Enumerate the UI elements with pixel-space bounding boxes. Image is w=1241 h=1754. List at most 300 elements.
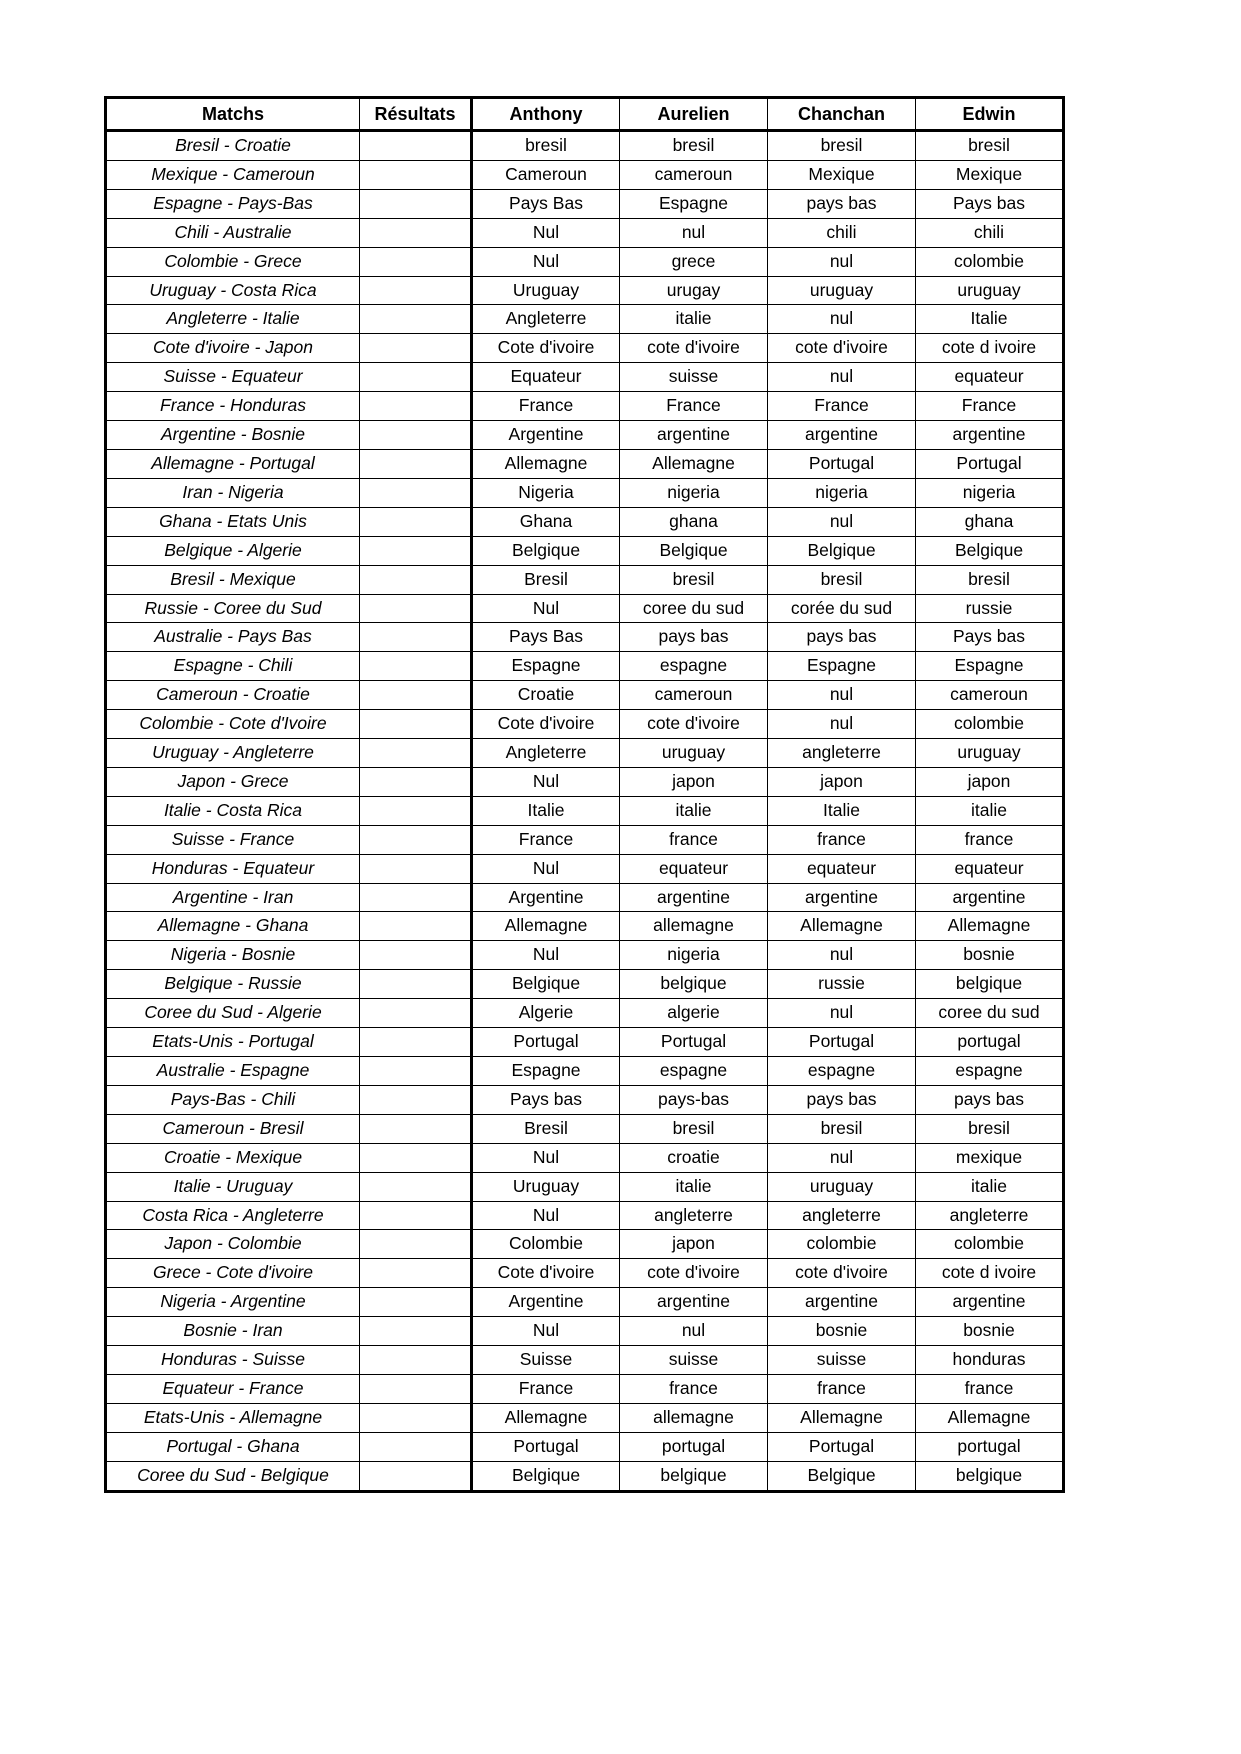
prediction-cell-chanchan[interactable]: russie [768,970,916,999]
match-label: Australie - Pays Bas [106,623,360,652]
result-cell[interactable] [360,1114,472,1143]
match-label: Italie - Costa Rica [106,796,360,825]
match-label: Mexique - Cameroun [106,160,360,189]
prediction-cell-chanchan[interactable]: nigeria [768,478,916,507]
prediction-cell-chanchan[interactable]: cote d'ivoire [768,1259,916,1288]
prediction-cell-anthony[interactable]: Uruguay [472,1172,620,1201]
table-row [106,1230,1064,1259]
table-row [106,536,1064,565]
prediction-cell-anthony[interactable]: Nul [472,767,620,796]
prediction-cell-edwin[interactable]: colombie [916,710,1064,739]
prediction-cell-aurelien[interactable]: angleterre [620,1201,768,1230]
prediction-cell-anthony[interactable]: Allemagne [472,449,620,478]
prediction-cell-edwin[interactable]: mexique [916,1143,1064,1172]
prediction-cell-chanchan[interactable]: Italie [768,796,916,825]
table-row [106,305,1064,334]
table-row [106,1432,1064,1461]
prediction-cell-edwin[interactable]: equateur [916,854,1064,883]
match-label: Argentine - Iran [106,883,360,912]
prediction-cell-chanchan[interactable]: corée du sud [768,594,916,623]
prediction-cell-aurelien[interactable]: nigeria [620,941,768,970]
prediction-cell-chanchan[interactable]: Mexique [768,160,916,189]
result-cell[interactable] [360,1172,472,1201]
prediction-cell-edwin[interactable]: equateur [916,363,1064,392]
result-cell[interactable] [360,796,472,825]
prediction-cell-aurelien[interactable]: portugal [620,1432,768,1461]
prediction-cell-aurelien[interactable]: urugay [620,276,768,305]
result-cell[interactable] [360,218,472,247]
prediction-cell-anthony[interactable]: Cote d'ivoire [472,710,620,739]
prediction-cell-edwin[interactable]: Espagne [916,652,1064,681]
result-cell[interactable] [360,999,472,1028]
result-cell[interactable] [360,507,472,536]
prediction-cell-anthony[interactable]: France [472,825,620,854]
match-label: Cote d'ivoire - Japon [106,334,360,363]
prediction-cell-aurelien[interactable]: cote d'ivoire [620,334,768,363]
table-row [106,478,1064,507]
result-cell[interactable] [360,1374,472,1403]
prediction-cell-anthony[interactable]: Angleterre [472,739,620,768]
prediction-cell-anthony[interactable]: Nul [472,941,620,970]
table-row [106,1259,1064,1288]
prediction-cell-edwin[interactable]: chili [916,218,1064,247]
prediction-cell-aurelien[interactable]: nigeria [620,478,768,507]
match-label: Cameroun - Bresil [106,1114,360,1143]
prediction-cell-edwin[interactable]: uruguay [916,276,1064,305]
prediction-cell-aurelien[interactable]: uruguay [620,739,768,768]
result-cell[interactable] [360,1461,472,1491]
match-label: France - Honduras [106,392,360,421]
prediction-cell-anthony[interactable]: Cameroun [472,160,620,189]
prediction-cell-edwin[interactable]: angleterre [916,1201,1064,1230]
match-label: Japon - Colombie [106,1230,360,1259]
prediction-cell-anthony[interactable]: Equateur [472,363,620,392]
prediction-cell-anthony[interactable]: Bresil [472,565,620,594]
table-row [106,854,1064,883]
prediction-cell-edwin[interactable]: bosnie [916,1317,1064,1346]
result-cell[interactable] [360,1057,472,1086]
prediction-cell-chanchan[interactable]: suisse [768,1346,916,1375]
column-header-chanchan: Chanchan [768,98,916,131]
prediction-cell-edwin[interactable]: russie [916,594,1064,623]
prediction-cell-aurelien[interactable]: belgique [620,970,768,999]
prediction-cell-chanchan[interactable]: nul [768,363,916,392]
result-cell[interactable] [360,970,472,999]
table-row [106,1143,1064,1172]
prediction-cell-chanchan[interactable]: nul [768,999,916,1028]
prediction-cell-aurelien[interactable]: japon [620,767,768,796]
prediction-cell-anthony[interactable]: France [472,1374,620,1403]
prediction-cell-aurelien[interactable]: italie [620,305,768,334]
prediction-cell-chanchan[interactable]: bresil [768,131,916,161]
prediction-cell-chanchan[interactable]: angleterre [768,1201,916,1230]
prediction-cell-aurelien[interactable]: france [620,825,768,854]
prediction-cell-aurelien[interactable]: pays-bas [620,1085,768,1114]
prediction-cell-aurelien[interactable]: cote d'ivoire [620,710,768,739]
table-row [106,1172,1064,1201]
result-cell[interactable] [360,449,472,478]
result-cell[interactable] [360,681,472,710]
result-cell[interactable] [360,1143,472,1172]
table-row [106,825,1064,854]
prediction-cell-aurelien[interactable]: italie [620,796,768,825]
prediction-cell-anthony[interactable]: Belgique [472,536,620,565]
result-cell[interactable] [360,478,472,507]
prediction-cell-chanchan[interactable]: France [768,392,916,421]
result-cell[interactable] [360,247,472,276]
result-cell[interactable] [360,825,472,854]
prediction-cell-edwin[interactable]: Pays bas [916,623,1064,652]
prediction-cell-edwin[interactable]: argentine [916,421,1064,450]
table-row [106,999,1064,1028]
result-cell[interactable] [360,710,472,739]
table-row [106,1028,1064,1057]
prediction-cell-anthony[interactable]: Croatie [472,681,620,710]
result-cell[interactable] [360,1288,472,1317]
prediction-cell-chanchan[interactable]: pays bas [768,1085,916,1114]
prediction-cell-aurelien[interactable]: bresil [620,565,768,594]
prediction-cell-chanchan[interactable]: Espagne [768,652,916,681]
predictions-table [104,96,1065,1493]
prediction-cell-chanchan[interactable]: equateur [768,854,916,883]
table-row [106,796,1064,825]
table-row [106,247,1064,276]
result-cell[interactable] [360,160,472,189]
prediction-cell-chanchan[interactable]: nul [768,710,916,739]
prediction-cell-edwin[interactable]: Allemagne [916,912,1064,941]
prediction-cell-chanchan[interactable]: uruguay [768,276,916,305]
prediction-cell-anthony[interactable]: Ghana [472,507,620,536]
prediction-cell-anthony[interactable]: Belgique [472,1461,620,1491]
prediction-cell-chanchan[interactable]: nul [768,507,916,536]
table-header-row [106,98,1064,131]
result-cell[interactable] [360,739,472,768]
prediction-cell-edwin[interactable]: bresil [916,1114,1064,1143]
table-row [106,883,1064,912]
prediction-cell-anthony[interactable]: Pays Bas [472,623,620,652]
prediction-cell-chanchan[interactable]: Allemagne [768,1403,916,1432]
prediction-cell-aurelien[interactable]: Belgique [620,536,768,565]
prediction-cell-edwin[interactable]: coree du sud [916,999,1064,1028]
match-label: Equateur - France [106,1374,360,1403]
result-cell[interactable] [360,276,472,305]
prediction-cell-anthony[interactable]: Portugal [472,1432,620,1461]
prediction-cell-chanchan[interactable]: nul [768,681,916,710]
prediction-cell-edwin[interactable]: Mexique [916,160,1064,189]
result-cell[interactable] [360,421,472,450]
prediction-cell-aurelien[interactable]: espagne [620,652,768,681]
prediction-cell-edwin[interactable]: nigeria [916,478,1064,507]
prediction-cell-aurelien[interactable]: nul [620,218,768,247]
prediction-cell-aurelien[interactable]: Portugal [620,1028,768,1057]
match-label: Honduras - Equateur [106,854,360,883]
prediction-cell-edwin[interactable]: cote d ivoire [916,1259,1064,1288]
prediction-cell-chanchan[interactable]: angleterre [768,739,916,768]
prediction-cell-edwin[interactable]: colombie [916,1230,1064,1259]
result-cell[interactable] [360,652,472,681]
prediction-cell-anthony[interactable]: Cote d'ivoire [472,334,620,363]
prediction-cell-chanchan[interactable]: france [768,825,916,854]
prediction-cell-anthony[interactable]: Uruguay [472,276,620,305]
prediction-cell-anthony[interactable]: Nul [472,1201,620,1230]
prediction-cell-chanchan[interactable]: nul [768,941,916,970]
prediction-cell-chanchan[interactable]: pays bas [768,189,916,218]
match-label: Espagne - Pays-Bas [106,189,360,218]
result-cell[interactable] [360,1085,472,1114]
prediction-cell-chanchan[interactable]: Belgique [768,1461,916,1491]
prediction-cell-aurelien[interactable]: Allemagne [620,449,768,478]
prediction-cell-anthony[interactable]: Portugal [472,1028,620,1057]
table-row [106,334,1064,363]
prediction-cell-chanchan[interactable]: Portugal [768,449,916,478]
prediction-cell-edwin[interactable]: Allemagne [916,1403,1064,1432]
prediction-cell-anthony[interactable]: Cote d'ivoire [472,1259,620,1288]
prediction-cell-edwin[interactable]: Belgique [916,536,1064,565]
prediction-cell-chanchan[interactable]: france [768,1374,916,1403]
prediction-cell-anthony[interactable]: Pays Bas [472,189,620,218]
prediction-cell-edwin[interactable]: argentine [916,1288,1064,1317]
prediction-cell-edwin[interactable]: italie [916,1172,1064,1201]
result-cell[interactable] [360,1317,472,1346]
table-row [106,1403,1064,1432]
match-label: Colombie - Cote d'Ivoire [106,710,360,739]
prediction-cell-edwin[interactable]: colombie [916,247,1064,276]
result-cell[interactable] [360,565,472,594]
table-row [106,189,1064,218]
prediction-cell-chanchan[interactable]: Belgique [768,536,916,565]
prediction-cell-anthony[interactable]: Nul [472,218,620,247]
prediction-cell-edwin[interactable]: italie [916,796,1064,825]
prediction-cell-edwin[interactable]: belgique [916,970,1064,999]
result-cell[interactable] [360,767,472,796]
prediction-cell-aurelien[interactable]: belgique [620,1461,768,1491]
table-row [106,710,1064,739]
prediction-cell-anthony[interactable]: Nul [472,1143,620,1172]
prediction-cell-anthony[interactable]: Argentine [472,883,620,912]
match-label: Belgique - Russie [106,970,360,999]
result-cell[interactable] [360,131,472,161]
prediction-cell-aurelien[interactable]: italie [620,1172,768,1201]
prediction-cell-edwin[interactable]: bosnie [916,941,1064,970]
match-label: Russie - Coree du Sud [106,594,360,623]
prediction-cell-aurelien[interactable]: croatie [620,1143,768,1172]
match-label: Iran - Nigeria [106,478,360,507]
result-cell[interactable] [360,1259,472,1288]
prediction-cell-chanchan[interactable]: pays bas [768,623,916,652]
prediction-cell-edwin[interactable]: cote d ivoire [916,334,1064,363]
prediction-cell-edwin[interactable]: france [916,825,1064,854]
prediction-cell-aurelien[interactable]: coree du sud [620,594,768,623]
prediction-cell-aurelien[interactable]: grece [620,247,768,276]
prediction-cell-anthony[interactable]: Espagne [472,1057,620,1086]
prediction-cell-edwin[interactable]: ghana [916,507,1064,536]
prediction-cell-anthony[interactable]: Angleterre [472,305,620,334]
result-cell[interactable] [360,941,472,970]
prediction-cell-edwin[interactable]: cameroun [916,681,1064,710]
table-row [106,912,1064,941]
prediction-cell-anthony[interactable]: Nul [472,854,620,883]
match-label: Portugal - Ghana [106,1432,360,1461]
prediction-cell-edwin[interactable]: argentine [916,883,1064,912]
prediction-cell-aurelien[interactable]: france [620,1374,768,1403]
table-row [106,276,1064,305]
prediction-cell-chanchan[interactable]: nul [768,305,916,334]
prediction-cell-anthony[interactable]: Allemagne [472,1403,620,1432]
prediction-cell-anthony[interactable]: Pays bas [472,1085,620,1114]
prediction-cell-aurelien[interactable]: equateur [620,854,768,883]
prediction-cell-chanchan[interactable]: argentine [768,421,916,450]
result-cell[interactable] [360,1230,472,1259]
prediction-cell-anthony[interactable]: Bresil [472,1114,620,1143]
prediction-cell-aurelien[interactable]: argentine [620,883,768,912]
match-label: Honduras - Suisse [106,1346,360,1375]
prediction-cell-anthony[interactable]: Argentine [472,421,620,450]
result-cell[interactable] [360,623,472,652]
prediction-cell-aurelien[interactable]: cameroun [620,160,768,189]
result-cell[interactable] [360,594,472,623]
prediction-cell-chanchan[interactable]: argentine [768,1288,916,1317]
prediction-cell-aurelien[interactable]: argentine [620,1288,768,1317]
prediction-cell-chanchan[interactable]: bosnie [768,1317,916,1346]
match-label: Pays-Bas - Chili [106,1085,360,1114]
prediction-cell-aurelien[interactable]: argentine [620,421,768,450]
result-cell[interactable] [360,1201,472,1230]
prediction-cell-chanchan[interactable]: uruguay [768,1172,916,1201]
prediction-cell-aurelien[interactable]: suisse [620,363,768,392]
match-label: Allemagne - Portugal [106,449,360,478]
prediction-cell-edwin[interactable]: honduras [916,1346,1064,1375]
table-row [106,1288,1064,1317]
prediction-cell-aurelien[interactable]: cote d'ivoire [620,1259,768,1288]
prediction-cell-edwin[interactable]: portugal [916,1432,1064,1461]
prediction-cell-edwin[interactable]: espagne [916,1057,1064,1086]
table-header [106,98,1064,131]
prediction-cell-edwin[interactable]: uruguay [916,739,1064,768]
prediction-cell-chanchan[interactable]: japon [768,767,916,796]
prediction-cell-chanchan[interactable]: bresil [768,1114,916,1143]
prediction-cell-aurelien[interactable]: allemagne [620,1403,768,1432]
prediction-cell-chanchan[interactable]: nul [768,247,916,276]
prediction-cell-anthony[interactable]: Algerie [472,999,620,1028]
prediction-cell-edwin[interactable]: pays bas [916,1085,1064,1114]
table-row [106,1374,1064,1403]
result-cell[interactable] [360,334,472,363]
result-cell[interactable] [360,305,472,334]
prediction-cell-anthony[interactable]: Colombie [472,1230,620,1259]
prediction-cell-aurelien[interactable]: bresil [620,131,768,161]
prediction-cell-aurelien[interactable]: espagne [620,1057,768,1086]
prediction-cell-aurelien[interactable]: japon [620,1230,768,1259]
table-row [106,623,1064,652]
result-cell[interactable] [360,1028,472,1057]
match-label: Belgique - Algerie [106,536,360,565]
prediction-cell-aurelien[interactable]: allemagne [620,912,768,941]
prediction-cell-aurelien[interactable]: Espagne [620,189,768,218]
prediction-cell-anthony[interactable]: Nul [472,247,620,276]
table-row [106,941,1064,970]
prediction-cell-edwin[interactable]: portugal [916,1028,1064,1057]
prediction-cell-chanchan[interactable]: argentine [768,883,916,912]
prediction-cell-anthony[interactable]: Nul [472,594,620,623]
match-label: Costa Rica - Angleterre [106,1201,360,1230]
prediction-cell-aurelien[interactable]: algerie [620,999,768,1028]
prediction-cell-edwin[interactable]: bresil [916,131,1064,161]
table-row [106,507,1064,536]
prediction-cell-edwin[interactable]: france [916,1374,1064,1403]
prediction-cell-aurelien[interactable]: suisse [620,1346,768,1375]
prediction-cell-chanchan[interactable]: Allemagne [768,912,916,941]
prediction-cell-edwin[interactable]: japon [916,767,1064,796]
table-row [106,449,1064,478]
table-row [106,565,1064,594]
match-label: Chili - Australie [106,218,360,247]
result-cell[interactable] [360,912,472,941]
prediction-cell-chanchan[interactable]: chili [768,218,916,247]
predictions-table-container [104,96,1061,1493]
prediction-cell-chanchan[interactable]: Portugal [768,1432,916,1461]
prediction-cell-chanchan[interactable]: Portugal [768,1028,916,1057]
table-row [106,160,1064,189]
prediction-cell-chanchan[interactable]: colombie [768,1230,916,1259]
result-cell[interactable] [360,189,472,218]
prediction-cell-anthony[interactable]: Nul [472,1317,620,1346]
prediction-cell-anthony[interactable]: Nigeria [472,478,620,507]
prediction-cell-anthony[interactable]: Allemagne [472,912,620,941]
prediction-cell-anthony[interactable]: Espagne [472,652,620,681]
match-label: Bosnie - Iran [106,1317,360,1346]
prediction-cell-anthony[interactable]: Suisse [472,1346,620,1375]
result-cell[interactable] [360,363,472,392]
prediction-cell-edwin[interactable]: Italie [916,305,1064,334]
result-cell[interactable] [360,1432,472,1461]
result-cell[interactable] [360,536,472,565]
prediction-cell-anthony[interactable]: bresil [472,131,620,161]
prediction-cell-anthony[interactable]: Italie [472,796,620,825]
table-row [106,1057,1064,1086]
table-row [106,1317,1064,1346]
result-cell[interactable] [360,854,472,883]
match-label: Bresil - Mexique [106,565,360,594]
prediction-cell-aurelien[interactable]: ghana [620,507,768,536]
table-body [106,131,1064,1492]
prediction-cell-anthony[interactable]: Belgique [472,970,620,999]
table-row [106,131,1064,161]
prediction-cell-aurelien[interactable]: pays bas [620,623,768,652]
match-label: Bresil - Croatie [106,131,360,161]
prediction-cell-chanchan[interactable]: nul [768,1143,916,1172]
prediction-cell-chanchan[interactable]: cote d'ivoire [768,334,916,363]
prediction-cell-anthony[interactable]: France [472,392,620,421]
result-cell[interactable] [360,883,472,912]
prediction-cell-edwin[interactable]: France [916,392,1064,421]
prediction-cell-anthony[interactable]: Argentine [472,1288,620,1317]
prediction-cell-aurelien[interactable]: bresil [620,1114,768,1143]
prediction-cell-edwin[interactable]: bresil [916,565,1064,594]
prediction-cell-aurelien[interactable]: France [620,392,768,421]
match-label: Japon - Grece [106,767,360,796]
match-label: Uruguay - Angleterre [106,739,360,768]
prediction-cell-aurelien[interactable]: cameroun [620,681,768,710]
prediction-cell-aurelien[interactable]: nul [620,1317,768,1346]
result-cell[interactable] [360,1403,472,1432]
prediction-cell-edwin[interactable]: belgique [916,1461,1064,1491]
prediction-cell-chanchan[interactable]: espagne [768,1057,916,1086]
result-cell[interactable] [360,392,472,421]
prediction-cell-edwin[interactable]: Pays bas [916,189,1064,218]
result-cell[interactable] [360,1346,472,1375]
prediction-cell-chanchan[interactable]: bresil [768,565,916,594]
prediction-cell-edwin[interactable]: Portugal [916,449,1064,478]
